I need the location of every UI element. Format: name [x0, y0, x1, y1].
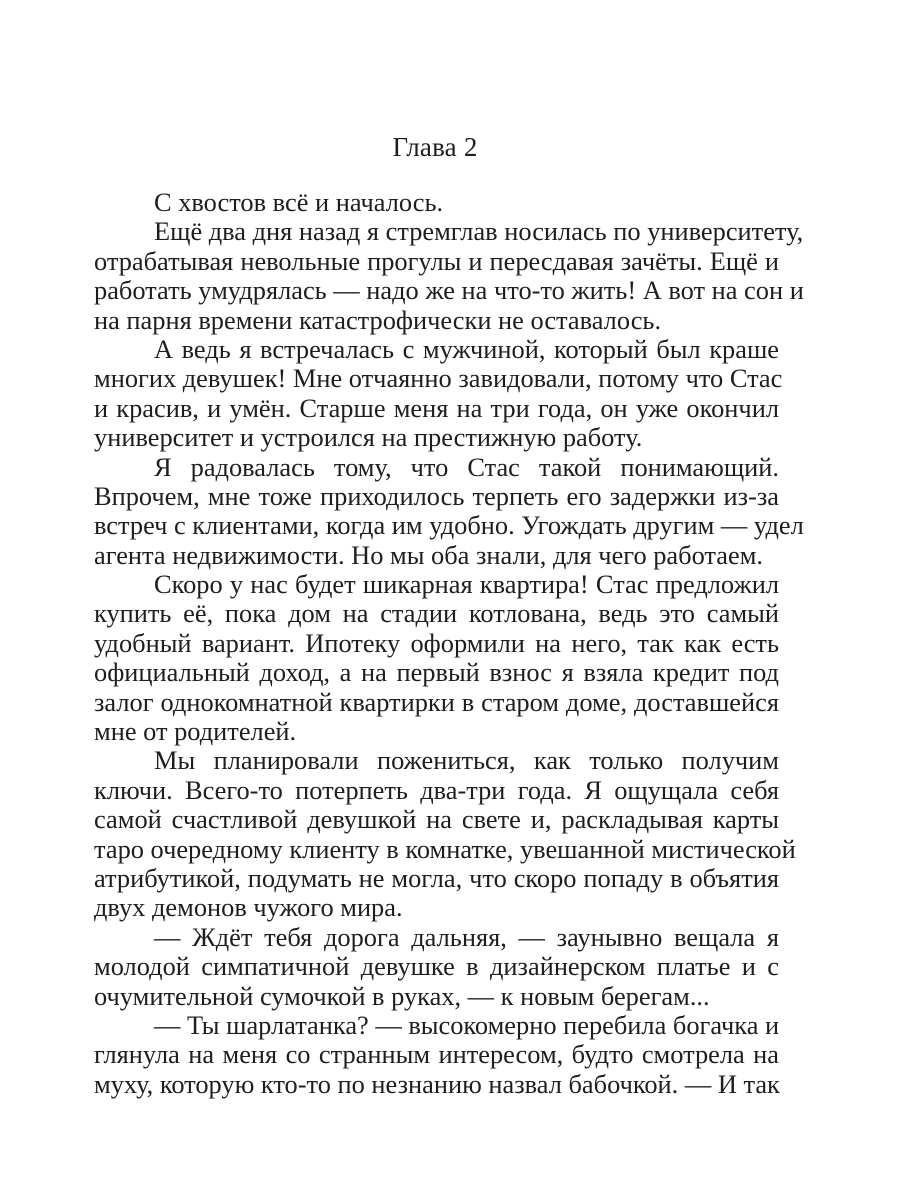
- text-line: купить её, пока дом на стадии котлована, ведь это самый: [94, 598, 779, 629]
- text-line: Я радовалась тому, что Стас такой понимающий.: [154, 451, 779, 482]
- text-line: отрабатывая невольные прогулы и пересдавая зачёты. Ещё и: [94, 245, 779, 276]
- text-line: С хвостов всё и началось.: [154, 187, 444, 217]
- chapter-body: [94, 187, 804, 1099]
- text-line: залог однокомнатной квартирки в старом доме, доставшейся: [94, 686, 779, 717]
- text-line: таро очередному клиенту в комнатке, увешанной мистической: [94, 833, 796, 864]
- text-line: и красив, и умён. Старше меня на три года, он уже окончил: [94, 392, 779, 423]
- text-line: работать умудрялась — надо же на что-то жить! А вот на сон и: [94, 275, 804, 306]
- text-line: официальный доход, а на первый взнос я взяла кредит под: [94, 657, 779, 688]
- text-line: самой счастливой девушкой на свете и, раскладывая карты: [94, 804, 779, 835]
- text-line: глянула на меня со странным интересом, будто смотрела на: [94, 1039, 779, 1070]
- text-line: Мы планировали пожениться, как только получим: [154, 745, 779, 776]
- text-line: многих девушек! Мне отчаянно завидовали, потому что Стас: [94, 363, 783, 394]
- text-line: на парня времени катастрофически не оставалось.: [94, 304, 662, 335]
- text-line: агента недвижимости. Но мы оба знали, для чего работаем.: [94, 539, 764, 570]
- text-line: атрибутикой, подумать не могла, что скоро попаду в объятия: [94, 862, 779, 893]
- text-line: молодой симпатичной девушке в дизайнерском платье и с: [94, 951, 779, 982]
- text-line: — Ты шарлатанка? — высокомерно перебила богачка и: [154, 1009, 780, 1040]
- text-line: Ещё два дня назад я стремглав носилась по университету,: [154, 216, 804, 247]
- text-line: — Ждёт тебя дорога дальняя, — заунывно вещала я: [154, 921, 779, 952]
- text-line: мне от родителей.: [94, 716, 297, 747]
- text-line: встреч с клиентами, когда им удобно. Угождать другим — удел: [94, 510, 804, 541]
- text-line: Скоро у нас будет шикарная квартира! Стас предложил: [154, 569, 779, 600]
- text-line: ключи. Всего-то потерпеть два-три года. Я ощущала себя: [94, 774, 779, 805]
- chapter-title: Глава 2: [392, 132, 478, 162]
- text-line: муху, которую кто-то по незнанию назвал бабочкой. — И так: [94, 1068, 780, 1099]
- text-line: А ведь я встречалась с мужчиной, который был краше: [154, 333, 779, 364]
- text-line: удобный вариант. Ипотеку оформили на него, так как есть: [94, 627, 779, 658]
- text-line: двух демонов чужого мира.: [94, 892, 403, 923]
- text-line: очумительной сумочкой в руках, — к новым берегам...: [94, 980, 710, 1011]
- text-line: Впрочем, мне тоже приходилось терпеть его задержки из-за: [94, 480, 779, 511]
- text-line: университет и устроился на престижную работу.: [94, 422, 643, 453]
